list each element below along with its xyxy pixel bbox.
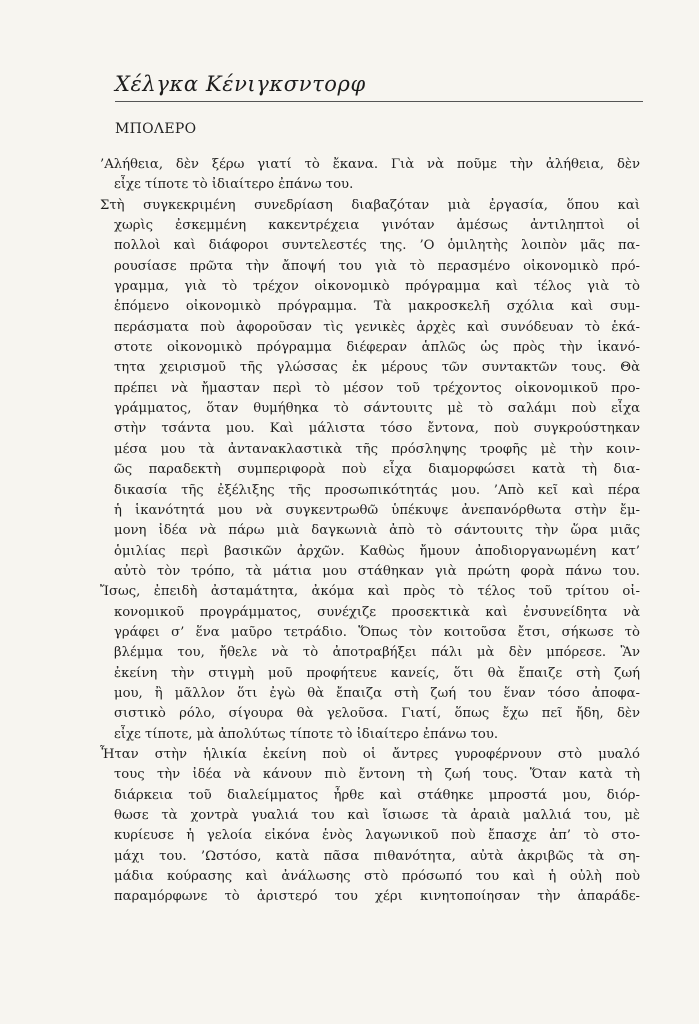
author-name: Χέλγκα Κένιγκσντορφ xyxy=(115,72,366,96)
text-line: μάδια κούρασης καὶ ἀνάλωσης στὸ πρόσωπό του καὶ ἡ οὐλὴ ποὺ xyxy=(114,869,640,885)
text-line: τους τὴν ἰδέα νὰ κάνουν πιὸ ἔντονη τὴ ζωή τους. Ὅταν κατὰ τὴ xyxy=(114,767,640,783)
text-line: περάσματα ποὺ ἀφοροῦσαν τὶς γενικὲς ἀρχὲς καὶ συνόδευαν τὸ ἑκά- xyxy=(114,319,640,335)
text-line: γράμματος, ὅταν θυμήθηκα τὸ σάντουιτς μὲ τὸ σαλάμι ποὺ εἶχα xyxy=(114,401,640,417)
text-line: διάρκεια τοῦ διαλείμματος ἦρθε καὶ στάθηκε μπροστά μου, διόρ- xyxy=(114,787,640,803)
text-line: δικασία τῆς ἐξέλιξης τῆς προσωπικότητάς μου. ’Απὸ κεῖ καὶ πέρα xyxy=(114,482,640,498)
text-line: ἐκείνη τὴν στιγμὴ μοῦ προφήτευε κανείς, ὅτι θὰ ἔπαιζε στὴ ζωή xyxy=(114,665,640,681)
text-line: πρέπει νὰ ἤμασταν περὶ τὸ μέσον τοῦ τρέχοντος οἰκονομικοῦ προ- xyxy=(114,380,640,396)
text-line: κυρίευσε ἡ γελοία εἰκόνα ἑνὸς λαγωνικοῦ ποὺ ἔπασχε ἀπ’ τὸ στο- xyxy=(114,828,640,844)
text-line: Ἦταν στὴν ἡλικία ἐκείνη ποὺ οἱ ἄντρες γυροφέρνουν στὸ μυαλό xyxy=(100,746,640,762)
text-line: ρουσίασε πρῶτα τὴν ἄποψή του γιὰ τὸ περασμένο οἰκονομικὸ πρό- xyxy=(114,258,640,274)
text-line: μάχι του. ’Ωστόσο, κατὰ πᾶσα πιθανότητα, αὐτὰ ἀκριβῶς τὰ ση- xyxy=(114,848,640,864)
header-rule xyxy=(115,101,643,102)
text-line: μονη ἰδέα νὰ πάρω μιὰ δαγκωνιὰ ἀπὸ τὸ σάντουιτς τὴν ὥρα μιᾶς xyxy=(114,523,640,539)
text-line: γραμμα, γιὰ τὸ τρέχον οἰκονομικὸ πρόγραμμα καὶ τέλος γιὰ τὸ xyxy=(114,279,640,295)
text-line: κονομικοῦ προγράμματος, συνέχιζε προσεκτικὰ καὶ ἐνσυνείδητα νὰ xyxy=(114,604,640,620)
text-line: εἶχε τίποτε, μὰ ἀπολύτως τίποτε τὸ ἰδιαίτερο ἐπάνω του. xyxy=(114,726,499,742)
text-line: αὐτὸ τὸν τρόπο, τὰ μάτια μου στάθηκαν γιὰ πρώτη φορὰ πάνω του. xyxy=(114,563,640,579)
text-line: τητα χειρισμοῦ τῆς γλώσσας ἐκ μέρους τῶν συντακτῶν τους. Θὰ xyxy=(114,360,640,376)
text-line: μέσα μου τὰ ἀντανακλαστικὰ τῆς πρόσληψης τροφῆς μὲ τὴν κοιν- xyxy=(114,441,640,457)
text-line: πολλοὶ καὶ διάφοροι συντελεστές της. ’Ο ὁμιλητὴς λοιπὸν μᾶς πα- xyxy=(114,238,640,254)
text-line: Ἴσως, ἐπειδὴ ἀσταμάτητα, ἀκόμα καὶ πρὸς τὸ τέλος τοῦ τρίτου οἰ- xyxy=(100,584,640,600)
text-line: στοτε οἰκονομικὸ πρόγραμμα διέφεραν ἁπλῶς ὡς πρὸς τὴν ἱκανό- xyxy=(114,340,640,356)
story-title: ΜΠΟΛΕΡΟ xyxy=(115,121,197,137)
text-line: ἑπόμενο οἰκονομικὸ πρόγραμμα. Τὰ μακροσκελῆ σχόλια καὶ συμ- xyxy=(114,299,640,315)
text-line: Στὴ συγκεκριμένη συνεδρίαση διαβαζόταν μιὰ ἐργασία, ὅπου καὶ xyxy=(100,197,640,213)
text-line: βλέμμα του, ἤθελε νὰ τὸ ἀποτραβήξει πάλι μὰ δὲν μπόρεσε. Ἂν xyxy=(114,645,640,661)
text-line: γράφει σ’ ἕνα μαῦρο τετράδιο. Ὅπως τὸν κοιτοῦσα ἔτσι, σήκωσε τὸ xyxy=(114,624,640,640)
text-line: ῶς παραδεκτὴ συμπεριφορὰ ποὺ εἶχα διαμορφώσει κατὰ τὴ δια- xyxy=(114,462,640,478)
text-line: μου, ἢ μᾶλλον ὅτι ἐγὼ θὰ ἔπαιζα στὴ ζωή του ἕναν τόσο ἀποφα- xyxy=(114,685,640,701)
text-line: θωσε τὰ χοντρὰ γυαλιά του καὶ ἴσιωσε τὰ ἀραιὰ μαλλιά του, μὲ xyxy=(114,808,640,823)
text-line: ἡ ἱκανότητά μου νὰ συγκεντρωθῶ ὑπέκυψε ἀνεπανόρθωτα στὴν ἔμ- xyxy=(114,502,640,518)
story-body xyxy=(100,155,640,908)
text-line: εἶχε τίποτε τὸ ἰδιαίτερο ἐπάνω του. xyxy=(114,177,354,193)
text-line: ὁμιλίας περὶ βασικῶν ἀρχῶν. Καθὼς ἤμουν ἀποδιοργανωμένη κατ’ xyxy=(114,543,640,559)
text-line: στὴν τσάντα μου. Καὶ μάλιστα τόσο ἔντονα, ποὺ συγκρούστηκαν xyxy=(114,421,640,437)
text-line: σιστικὸ ρόλο, σίγουρα θὰ γελοῦσα. Γιατί, ὅπως ἔχω πεῖ ἤδη, δὲν xyxy=(114,706,640,722)
text-line: ’Αλήθεια, δὲν ξέρω γιατί τὸ ἔκανα. Γιὰ νὰ ποῦμε τὴν ἀλήθεια, δὲν xyxy=(100,157,640,172)
text-line: χωρὶς ἐσκεμμένη κακεντρέχεια γινόταν ἀμέσως ἀντιληπτοὶ οἱ xyxy=(114,218,640,234)
text-line: παραμόρφωνε τὸ ἀριστερό του χέρι κινητοποίησαν τὴν ἀπαράδε- xyxy=(114,889,640,905)
